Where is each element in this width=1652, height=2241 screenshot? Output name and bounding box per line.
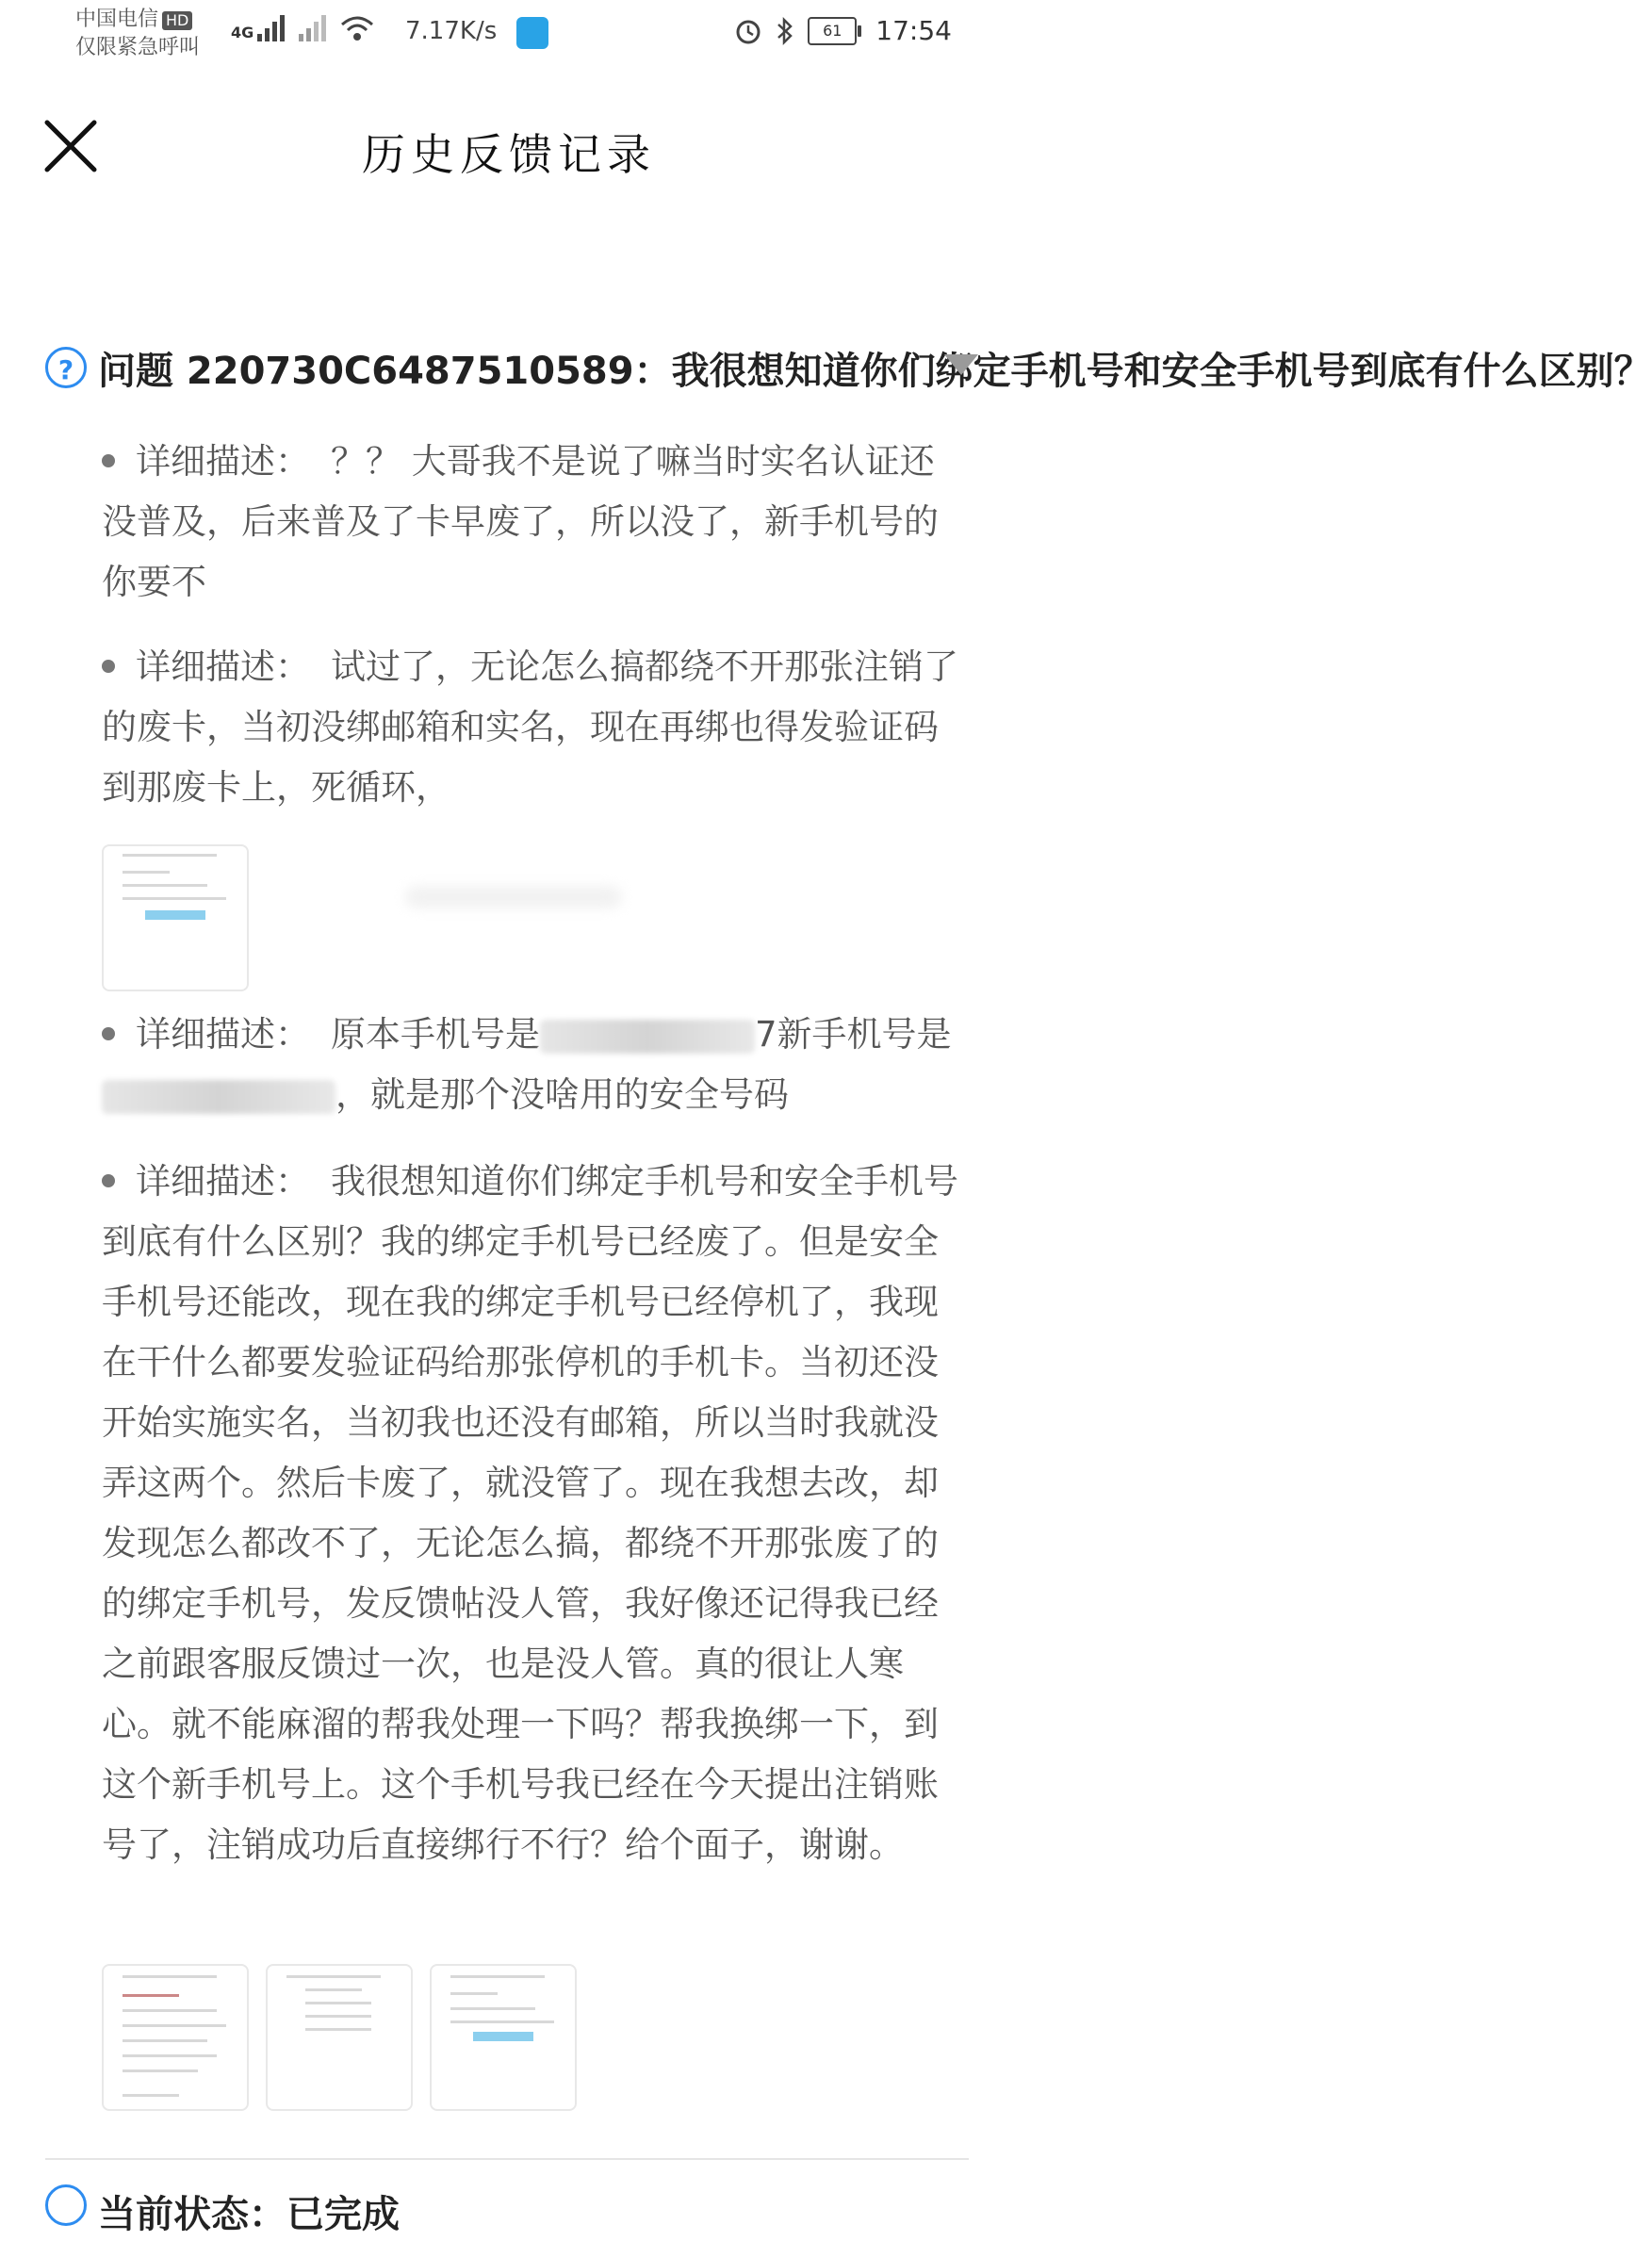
status-icon [45, 2184, 87, 2226]
attachment-thumbnail[interactable] [102, 844, 249, 991]
feedback-item [102, 432, 959, 613]
signal-strength-2-icon [299, 15, 327, 41]
blurred-region [405, 886, 622, 908]
attachment-thumbnail[interactable] [102, 1964, 249, 2111]
item-text: 原本手机号是 [331, 1014, 540, 1055]
item-text: 试过了，无论怎么搞都绕不开那张注销了的废卡，当初没绑邮箱和实名，现在再绑也得发验证码到那废卡上，死循环， [102, 646, 958, 808]
network-speed: 7.17K/s [405, 17, 498, 45]
item-text: 7新手机号是 [755, 1014, 952, 1055]
bullet-icon [102, 454, 115, 467]
item-text: ？？ 大哥我不是说了嘛当时实名认证还没普及，后来普及了卡早废了，所以没了，新手机号的你要不 [102, 441, 939, 602]
wifi-icon [340, 15, 374, 41]
bullet-icon [102, 660, 115, 673]
status-right [734, 15, 952, 46]
carrier-info [75, 6, 200, 62]
network-type: 4G [231, 24, 254, 41]
clock: 17:54 [875, 15, 952, 46]
redacted-phone [540, 1020, 755, 1054]
question-title: 问题 220730C6487510589：我很想知道你们绑定手机号和安全手机号到底有什么区别？ [98, 349, 1652, 393]
attachment-thumbnail[interactable] [430, 1964, 577, 2111]
question-header[interactable] [45, 339, 1652, 396]
alarm-icon [734, 17, 762, 45]
redacted-phone [102, 1080, 335, 1114]
feedback-item [102, 637, 959, 818]
status-title: 当前状态：已完成 [98, 2193, 400, 2236]
hd-badge: HD [162, 11, 192, 30]
status-bar [0, 0, 1018, 66]
page-title: 历史反馈记录 [362, 129, 656, 180]
section-divider [45, 2158, 969, 2160]
carrier-name: 中国电信 [75, 8, 159, 31]
item-label: 详细描述： [136, 1161, 310, 1202]
attachment-thumbnail[interactable] [266, 1964, 413, 2111]
battery-indicator: 61 [808, 17, 857, 45]
item-text: 我很想知道你们绑定手机号和安全手机号到底有什么区别？我的绑定手机号已经废了。但是安全手机号还能改，现在我的绑定手机号已经停机了，我现在干什么都要发验证码给那张停机的手机卡。当初还没开始实施实名，当初我也还没有邮箱，所以当时我就没弄这两个。然后卡废了，就没管了。现在我想去改，却发现怎么都改不了，无论怎么搞，都绕不开那张废了的的绑定手机号，发反馈帖没人管，我好像还记得我已经之前跟客服反馈过一次，也是没人管。真的很让人寒心。就不能麻溜的帮我处理一下吗？帮我换绑一下，到这个新手机号上。这个手机号我已经在今天提出注销账号了，注销成功后直接绑行不行？给个面子，谢谢。 [102, 1161, 958, 1865]
emergency-only-label: 仅限紧急呼叫 [75, 36, 201, 59]
item-label: 详细描述： [136, 1014, 310, 1055]
item-text: ，就是那个没啥用的安全号码 [335, 1074, 789, 1115]
bullet-icon [102, 1174, 115, 1187]
question-icon: ? [45, 347, 87, 388]
item-label: 详细描述： [136, 646, 310, 687]
item-label: 详细描述： [136, 441, 310, 482]
app-header [0, 104, 1018, 188]
feedback-item [102, 1152, 959, 1875]
bluetooth-icon [776, 17, 794, 45]
feedback-item [102, 1005, 959, 1125]
triangle-down-icon[interactable] [944, 354, 978, 375]
status-section [45, 2184, 978, 2241]
attachment-list [102, 844, 249, 991]
app-notification-icon [516, 17, 548, 49]
bullet-icon [102, 1027, 115, 1040]
attachment-list [102, 1964, 577, 2111]
signal-icons [231, 15, 374, 41]
signal-strength-icon [257, 15, 286, 41]
